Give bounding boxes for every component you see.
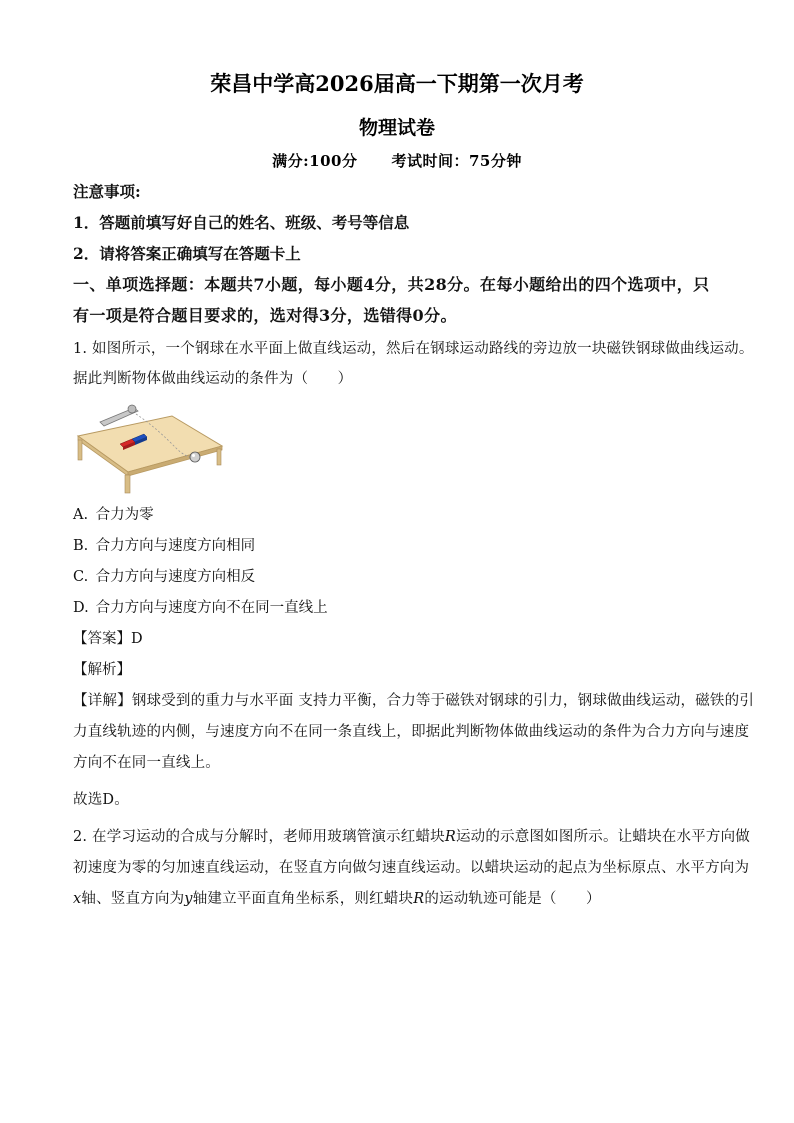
detail-tag: 【详解】 [73,693,132,709]
q2-text: 运动的示意图如图所示。让蜡块在水平方向做 [455,829,750,845]
q2-stem-line-3 [73,889,733,909]
q1-stem-line-1: 1. 如图所示，一个钢球在水平面上做直线运动，然后在钢球运动路线的旁边放一块磁铁钢球做曲线运动。 [73,341,754,357]
var-y: y [184,891,193,907]
q1-option-d [73,598,733,618]
q2-stem-line-1 [73,827,750,847]
exam-info [0,150,794,171]
q1-detail-line-2: 力直线轨迹的内侧，与速度方向不在同一条直线上，即据此判断物体做曲线运动的条件为合力方向与速度 [73,724,750,740]
q1-option-c [73,567,733,587]
notes-heading: 注意事项: [73,182,141,201]
steel-ball-icon [190,452,200,462]
option-text: 合力方向与速度方向相反 [95,569,256,585]
q2-text: 2. 在学习运动的合成与分解时，老师用玻璃管演示红蜡块 [73,829,445,845]
option-label: B. [73,538,89,554]
q1-stem-line-2: 据此判断物体做曲线运动的条件为（ ） [73,371,353,387]
q1-conclusion: 故选D。 [73,792,129,808]
option-text: 合力方向与速度方向不在同一直线上 [95,600,328,616]
option-text: 合力为零 [95,507,154,523]
full-score: 满分:100分 [272,152,358,170]
detail-text: 钢球受到的重力与水平面 支持力平衡，合力等于磁铁对钢球的引力，钢球做曲线运动，磁铁的引 [131,693,755,709]
answer-tag: 【答案】 [73,631,131,647]
q2-text: 的运动轨迹可能是（ ） [424,891,601,907]
option-label: D. [73,600,89,616]
q1-figure-steel-ball-magnet-table [74,402,226,494]
q1-answer [73,629,733,649]
var-r: R [444,829,456,845]
option-label: C. [73,569,89,585]
q2-text: 轴建立平面直角坐标系，则红蜡块 [192,891,414,907]
notes-item-1: 1．答题前填写好自己的姓名、班级、考号等信息 [73,213,410,232]
section-1-instructions-line-2: 有一项是符合题目要求的，选对得3分，选错得0分。 [73,306,457,325]
subject-title: 物理试卷 [358,117,435,139]
exam-title: 荣昌中学高2026届高一下期第一次月考 [210,71,584,96]
var-x: x [73,891,82,907]
var-r: R [413,891,425,907]
option-text: 合力方向与速度方向相同 [95,538,256,554]
exam-time: 考试时间：75分钟 [391,152,522,170]
q1-option-b [73,536,733,556]
q2-stem-line-2: 初速度为零的匀加速直线运动，在竖直方向做匀速直线运动。以蜡块运动的起点为坐标原点、水平方向为 [73,860,750,876]
section-1-instructions-line-1: 一、单项选择题：本题共7小题，每小题4分，共28分。在每小题给出的四个选项中，只 [73,275,710,294]
option-label: A. [73,507,89,523]
q1-detail-line-1 [73,691,755,711]
q1-detail-line-3: 方向不在同一直线上。 [73,755,220,771]
q1-analysis-tag: 【解析】 [73,662,131,678]
answer-value: D [131,631,143,647]
notes-item-2: 2．请将答案正确填写在答题卡上 [73,244,301,263]
q2-text: 轴、竖直方向为 [81,891,185,907]
q1-option-a [73,505,733,525]
